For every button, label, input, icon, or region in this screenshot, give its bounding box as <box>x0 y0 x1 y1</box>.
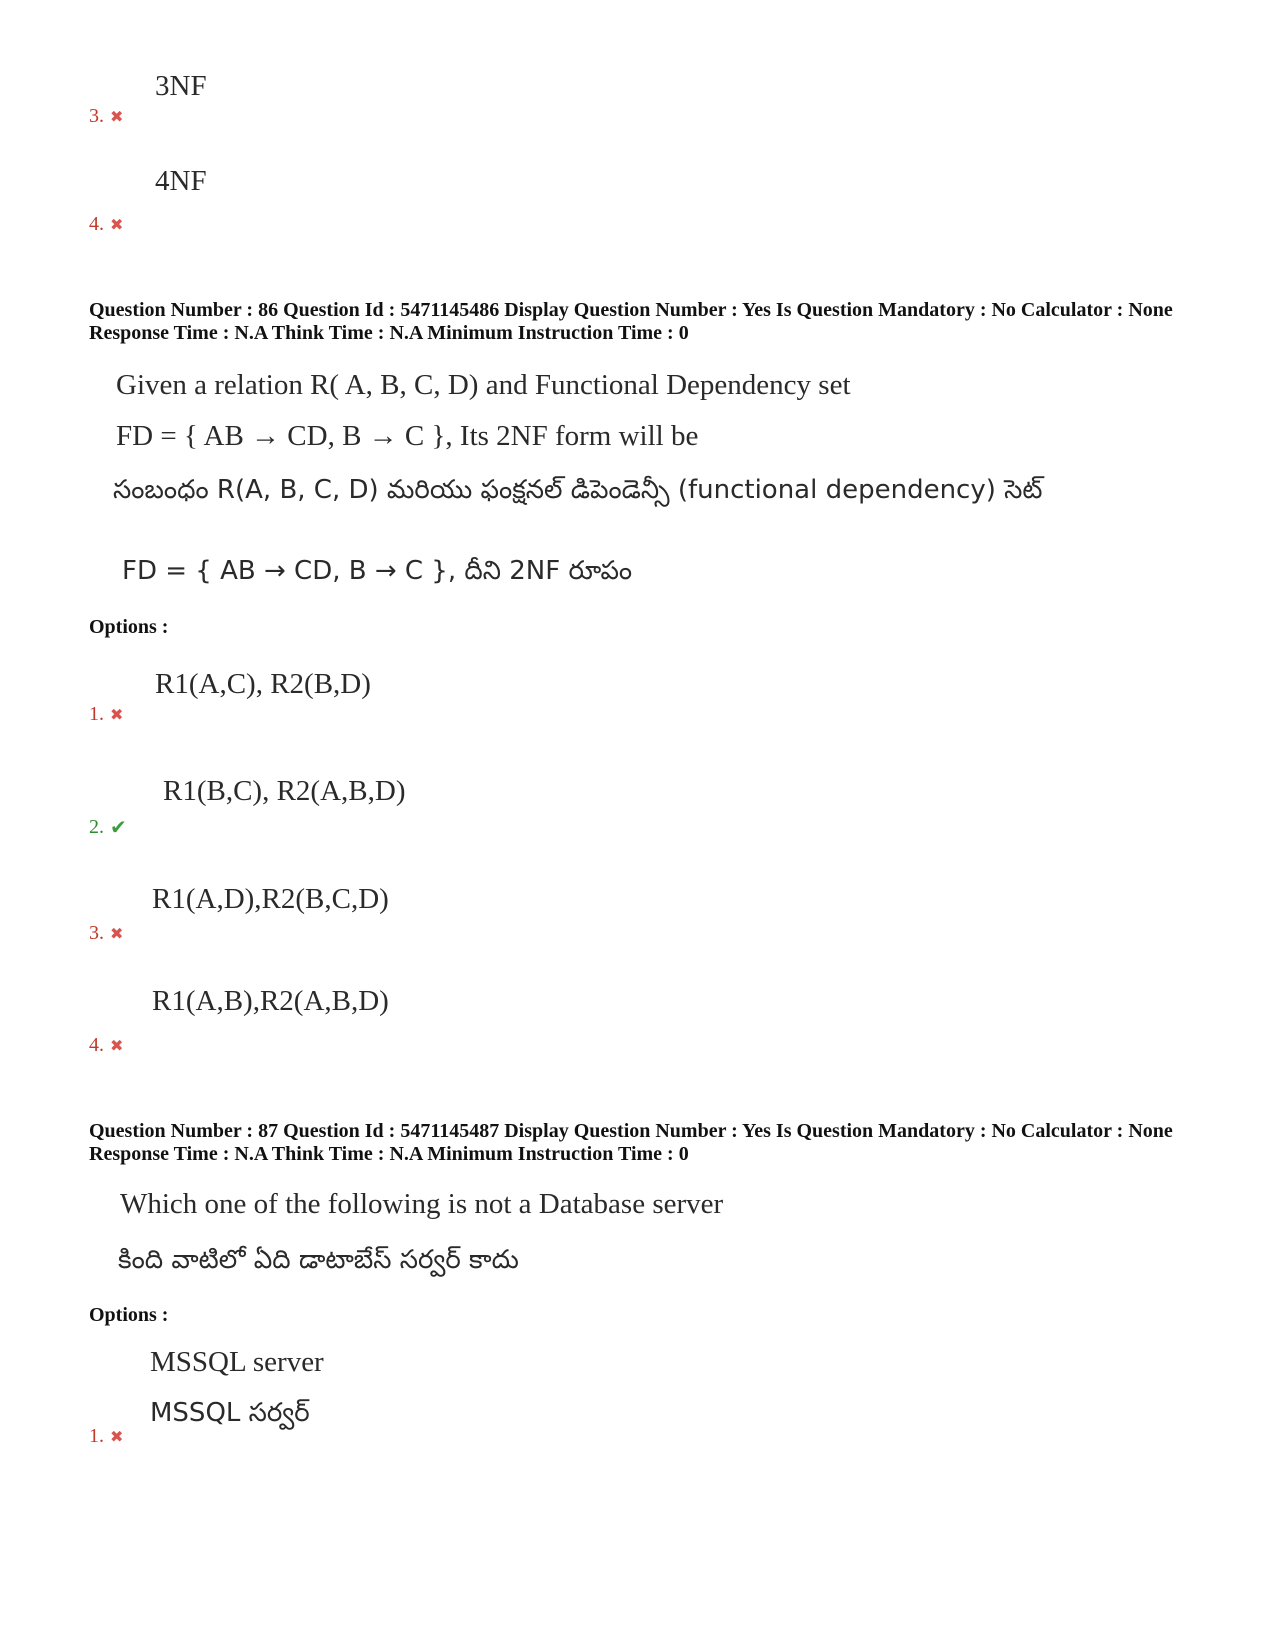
option-number: 4. ✖ <box>89 213 124 235</box>
options-label: Options : <box>89 616 169 638</box>
option-text: 3NF <box>155 70 207 102</box>
option-text: R1(A,C), R2(B,D) <box>155 668 371 700</box>
option-text: MSSQL server <box>150 1346 324 1378</box>
option-number: 1. ✖ <box>89 703 124 725</box>
cross-icon: ✖ <box>110 215 124 234</box>
option-text: 4NF <box>155 165 207 197</box>
option-text-te: MSSQL సర్వర్ <box>150 1398 310 1428</box>
question-meta: Question Number : 87 Question Id : 5471145487 Display Question Number : Yes Is Question Mandatory : No Calculator : None Response Time : N.A Think Time : N.A Minimum Instruction Time : 0 <box>89 1120 1173 1165</box>
cross-icon: ✖ <box>110 924 124 943</box>
question-text-te-1: సంబంధం R(A, B, C, D) మరియు ఫంక్షనల్ డిపెండెన్సీ (functional dependency) సెట్ <box>113 475 1043 505</box>
option-number: 3. ✖ <box>89 105 124 127</box>
option-number: 4. ✖ <box>89 1034 124 1056</box>
question-text-en-1: Given a relation R( A, B, C, D) and Functional Dependency set <box>116 369 851 401</box>
options-label: Options : <box>89 1304 169 1326</box>
cross-icon: ✖ <box>110 1036 124 1055</box>
option-text: R1(A,B),R2(A,B,D) <box>152 985 389 1017</box>
option-number: 1. ✖ <box>89 1425 124 1447</box>
option-number: 2. ✔ <box>89 815 127 839</box>
cross-icon: ✖ <box>110 1427 124 1446</box>
question-text-en-1: Which one of the following is not a Database server <box>120 1188 724 1220</box>
cross-icon: ✖ <box>110 107 124 126</box>
question-meta: Question Number : 86 Question Id : 5471145486 Display Question Number : Yes Is Question Mandatory : No Calculator : None Response Time : N.A Think Time : N.A Minimum Instruction Time : 0 <box>89 299 1173 344</box>
check-icon: ✔ <box>110 815 127 839</box>
option-text: R1(B,C), R2(A,B,D) <box>163 775 406 807</box>
option-number: 3. ✖ <box>89 922 124 944</box>
option-text: R1(A,D),R2(B,C,D) <box>152 883 389 915</box>
question-text-te-1: కింది వాటిలో ఏది డాటాబేస్ సర్వర్ కాదు <box>118 1245 519 1275</box>
question-text-te-2: FD = { AB → CD, B → C }, దీని 2NF రూపం <box>122 556 633 586</box>
cross-icon: ✖ <box>110 705 124 724</box>
question-text-en-2: FD = { AB → CD, B → C }, Its 2NF form will be <box>116 420 699 452</box>
